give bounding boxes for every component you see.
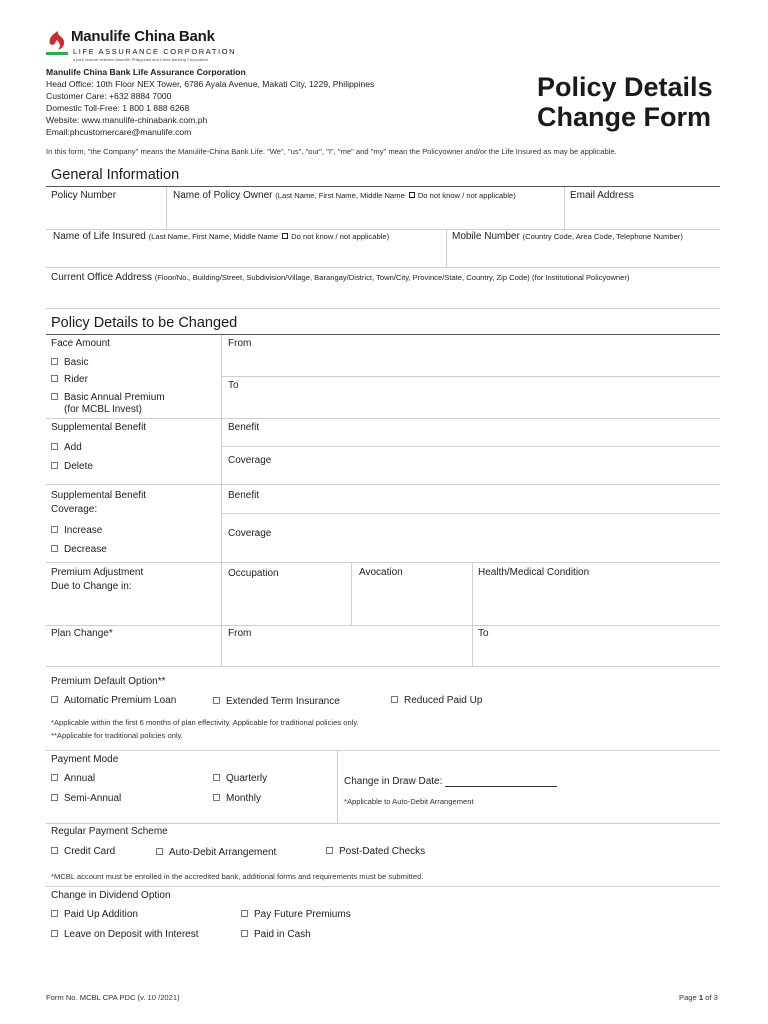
divider	[46, 267, 720, 268]
checkbox-owner-dnk[interactable]	[409, 192, 415, 198]
eti-label: Extended Term Insurance	[226, 696, 340, 707]
customer-care: Customer Care: +632 8884 7000	[46, 91, 172, 101]
face-to-label: To	[228, 380, 239, 391]
draw-date-label: Change in Draw Date:	[344, 776, 443, 787]
form-title	[537, 72, 713, 132]
add-label: Add	[64, 442, 82, 453]
company-name: Manulife China Bank Life Assurance Corporation	[46, 67, 246, 77]
option-increase[interactable]	[51, 525, 102, 536]
office-address-label	[51, 272, 629, 283]
coverage-label: Coverage	[228, 455, 272, 466]
basic-annual-label: Basic Annual Premium	[64, 392, 165, 403]
prem-adj-label-2: Due to Change in:	[51, 581, 132, 592]
divider	[46, 823, 720, 824]
draw-date-field[interactable]	[344, 776, 557, 787]
owner-name-note: (Last Name, First Name, Middle Name	[275, 191, 405, 200]
office-address-text: Current Office Address	[51, 272, 152, 283]
option-delete[interactable]	[51, 461, 93, 472]
email-label: Email Address	[570, 190, 634, 201]
divider	[46, 186, 720, 187]
increase-label: Increase	[64, 525, 103, 536]
divider	[46, 562, 720, 563]
option-decrease[interactable]	[51, 544, 107, 555]
divider	[46, 886, 720, 887]
checkbox-pdc[interactable]	[326, 847, 333, 854]
pdc-label: Post-Dated Checks	[339, 846, 426, 857]
insured-dnk-label: Do not know / not applicable)	[291, 232, 390, 241]
option-annual[interactable]	[51, 773, 95, 784]
option-rider[interactable]	[51, 374, 88, 385]
prem-adj-label: Premium Adjustment	[51, 567, 144, 578]
basic-label: Basic	[64, 357, 89, 368]
option-quarterly[interactable]	[213, 773, 267, 784]
plan-from-label: From	[228, 628, 252, 639]
decrease-label: Decrease	[64, 544, 107, 555]
checkbox-deposit[interactable]	[51, 930, 58, 937]
checkbox-annual[interactable]	[51, 774, 58, 781]
divider	[472, 563, 473, 666]
coverage2-label: Coverage	[228, 528, 272, 539]
option-future-prem[interactable]	[241, 909, 351, 920]
checkbox-cash[interactable]	[241, 930, 248, 937]
checkbox-decrease[interactable]	[51, 545, 58, 552]
form-number: Form No. MCBL CPA PDC (v. 10 /2021)	[46, 993, 180, 1002]
quarterly-label: Quarterly	[226, 773, 268, 784]
checkbox-rpu[interactable]	[391, 696, 398, 703]
intro-text: In this form, "the Company" means the Manulife-China Bank Life. "We", "us", "our", "I", "me" and "my" mean the Policyowner and/or the Life Insured as may be applicable.	[46, 147, 617, 156]
mobile-text: Mobile Number	[452, 231, 520, 242]
divider	[46, 625, 720, 626]
checkbox-eti[interactable]	[213, 697, 220, 704]
title-line-1: Policy Details	[537, 72, 713, 102]
page-number: 1	[698, 993, 704, 1002]
page-prefix: Page	[679, 993, 697, 1002]
option-paid-up[interactable]	[51, 909, 138, 920]
monthly-label: Monthly	[226, 793, 262, 804]
insured-name-note: (Last Name, First Name, Middle Name	[148, 232, 279, 241]
checkbox-semi-annual[interactable]	[51, 794, 58, 801]
checkbox-quarterly[interactable]	[213, 774, 220, 781]
checkbox-delete[interactable]	[51, 462, 58, 469]
option-rpu[interactable]	[391, 695, 482, 706]
checkbox-future-prem[interactable]	[241, 910, 248, 917]
future-prem-label: Pay Future Premiums	[254, 909, 351, 920]
checkbox-basic[interactable]	[51, 358, 58, 365]
divider	[46, 334, 720, 335]
divider	[46, 750, 720, 751]
option-apl[interactable]	[51, 695, 176, 706]
payment-scheme-heading: Regular Payment Scheme	[51, 826, 168, 837]
supp-benefit-label: Supplemental Benefit	[51, 422, 147, 433]
insured-name-label	[53, 231, 389, 242]
divider	[221, 446, 720, 447]
mobile-label	[452, 231, 683, 242]
benefit2-label: Benefit	[228, 490, 260, 501]
divider	[46, 229, 720, 230]
face-from-label: From	[228, 338, 252, 349]
checkbox-add[interactable]	[51, 443, 58, 450]
divider	[221, 335, 222, 666]
option-eti[interactable]	[213, 696, 340, 707]
page-suffix: of 3	[705, 993, 718, 1002]
divider	[221, 376, 720, 377]
annual-label: Annual	[64, 773, 96, 784]
owner-name-label	[173, 190, 516, 201]
draw-date-note: *Applicable to Auto-Debit Arrangement	[344, 797, 474, 806]
face-amount-label: Face Amount	[51, 338, 110, 349]
divider	[221, 513, 720, 514]
email: Email:phcustomercare@manulife.com	[46, 127, 192, 137]
divider	[46, 418, 720, 419]
option-credit-card[interactable]	[51, 846, 115, 857]
checkbox-basic-annual[interactable]	[51, 393, 58, 400]
page-indicator	[679, 993, 718, 1002]
manulife-logo-icon	[46, 30, 68, 56]
delete-label: Delete	[64, 461, 93, 472]
default-option-heading: Premium Default Option**	[51, 676, 166, 687]
insured-name-text: Name of Life Insured	[53, 231, 146, 242]
payment-scheme-note: *MCBL account must be enrolled in the accredited bank, additional forms and requirements must be submitted.	[51, 872, 424, 881]
checkbox-credit-card[interactable]	[51, 847, 58, 854]
option-cash[interactable]	[241, 929, 311, 940]
divider	[351, 563, 352, 625]
checkbox-rider[interactable]	[51, 375, 58, 382]
head-office: Head Office: 10th Floor NEX Tower, 6786 Ayala Avenue, Makati City, 1229, Philippines	[46, 79, 375, 89]
office-address-note: (Floor/No., Building/Street, Subdivision/Village, Barangay/District, Town/City, Province/State, Country, Zip Code) (for Institutional Policyowner)	[154, 273, 630, 282]
general-heading: General Information	[51, 167, 180, 183]
dividend-heading: Change in Dividend Option	[51, 890, 171, 901]
divider	[446, 229, 447, 267]
rider-label: Rider	[64, 374, 88, 385]
policy-number-label: Policy Number	[51, 190, 117, 201]
tollfree: Domestic Toll-Free: 1 800 1 888 6268	[46, 103, 190, 113]
logo-name: Manulife China Bank	[71, 28, 215, 45]
credit-card-label: Credit Card	[64, 846, 116, 857]
apl-label: Automatic Premium Loan	[64, 695, 177, 706]
semi-annual-label: Semi-Annual	[64, 793, 122, 804]
cash-label: Paid in Cash	[254, 929, 311, 940]
owner-name-text: Name of Policy Owner	[173, 190, 273, 201]
title-line-2: Change Form	[537, 102, 712, 132]
plan-to-label: To	[478, 628, 489, 639]
divider	[337, 751, 338, 823]
supp-cov-label-2: Coverage:	[51, 504, 98, 515]
company-logo	[46, 28, 236, 68]
checkbox-monthly[interactable]	[213, 794, 220, 801]
details-heading: Policy Details to be Changed	[51, 315, 238, 331]
divider	[46, 666, 720, 667]
supp-cov-label: Supplemental Benefit	[51, 490, 147, 501]
default-note-1: *Applicable within the first 6 months of plan effectivity. Applicable for traditional policies only.	[51, 718, 359, 727]
logo-tagline: a joint venture between Manulife Philippines and China Banking Corporation	[73, 57, 208, 62]
auto-debit-label: Auto-Debit Arrangement	[169, 847, 277, 858]
avocation-label: Avocation	[359, 567, 403, 578]
option-pdc[interactable]	[326, 846, 425, 857]
draw-date-input[interactable]	[445, 777, 557, 787]
company-info	[46, 66, 374, 138]
occupation-label: Occupation	[228, 568, 279, 579]
rpu-label: Reduced Paid Up	[404, 695, 483, 706]
deposit-label: Leave on Deposit with Interest	[64, 929, 199, 940]
option-basic[interactable]	[51, 357, 88, 368]
option-semi-annual[interactable]	[51, 793, 121, 804]
benefit-label: Benefit	[228, 422, 260, 433]
divider	[46, 484, 720, 485]
divider	[166, 187, 167, 229]
checkbox-apl[interactable]	[51, 696, 58, 703]
paid-up-label: Paid Up Addition	[64, 909, 138, 920]
payment-mode-heading: Payment Mode	[51, 754, 119, 765]
mobile-note: (Country Code, Area Code, Telephone Number)	[522, 232, 683, 241]
option-basic-annual[interactable]	[51, 392, 165, 403]
owner-dnk-label: Do not know / not applicable)	[417, 191, 516, 200]
checkbox-increase[interactable]	[51, 526, 58, 533]
option-add[interactable]	[51, 442, 82, 453]
option-auto-debit[interactable]	[156, 847, 276, 858]
option-monthly[interactable]	[213, 793, 261, 804]
plan-change-label: Plan Change*	[51, 628, 113, 639]
option-deposit[interactable]	[51, 929, 199, 940]
logo-subtitle: LIFE ASSURANCE CORPORATION	[73, 47, 237, 56]
website: Website: www.manulife-chinabank.com.ph	[46, 115, 208, 125]
default-note-2: **Applicable for traditional policies only.	[51, 731, 183, 740]
divider	[564, 187, 565, 229]
checkbox-auto-debit[interactable]	[156, 848, 163, 855]
checkbox-paid-up[interactable]	[51, 910, 58, 917]
health-label: Health/Medical Condition	[478, 567, 590, 578]
divider	[46, 308, 720, 309]
basic-annual-sub: (for MCBL Invest)	[64, 404, 142, 415]
checkbox-insured-dnk[interactable]	[282, 233, 288, 239]
